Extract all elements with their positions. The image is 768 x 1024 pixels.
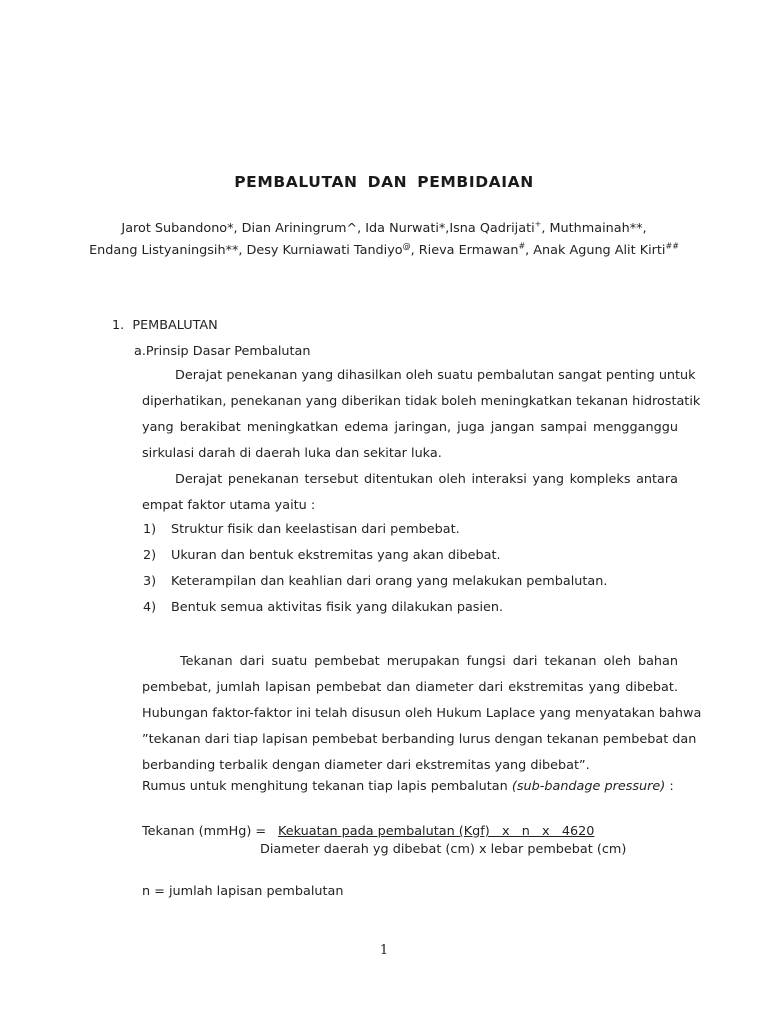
authors-text: , Rieva Ermawan	[410, 243, 519, 258]
paragraph-3-line-5: berbanding terbalik dengan diameter dari ekstremitas yang dibebat”.	[142, 758, 590, 773]
list-text: Bentuk semua aktivitas fisik yang dilakukan pasien.	[171, 600, 504, 615]
formula-intro	[142, 779, 674, 794]
list-item	[143, 548, 501, 563]
n-definition: n = jumlah lapisan pembalutan	[142, 884, 344, 899]
paragraph-2-line-2: empat faktor utama yaitu :	[142, 498, 316, 513]
paragraph-2-line-1: Derajat penekanan tersebut ditentukan oleh interaksi yang kompleks antara	[175, 472, 678, 487]
list-item	[143, 522, 460, 537]
list-text: Ukuran dan bentuk ekstremitas yang akan dibebat.	[171, 548, 501, 563]
paragraph-3-line-3: Hubungan faktor-faktor ini telah disusun oleh Hukum Laplace yang menyatakan bahwa	[142, 706, 702, 721]
author-list	[0, 218, 768, 262]
paragraph-1-line-1: Derajat penekanan yang dihasilkan oleh suatu pembalutan sangat penting untuk	[175, 368, 696, 383]
formula-denominator: Diameter daerah yg dibebat (cm) x lebar pembebat (cm)	[260, 842, 627, 857]
affiliation-mark: #	[518, 241, 526, 251]
authors-text: , Anak Agung Alit Kirti	[525, 243, 666, 258]
paragraph-1-line-4: sirkulasi darah di daerah luka dan sekitar luka.	[142, 446, 442, 461]
list-item	[143, 600, 503, 615]
paragraph-3-line-4: ”tekanan dari tiap lapisan pembebat berbanding lurus dengan tekanan pembebat dan	[142, 732, 697, 747]
paragraph-3-line-1: Tekanan dari suatu pembebat merupakan fungsi dari tekanan oleh bahan	[180, 654, 678, 669]
affiliation-mark: +	[534, 219, 542, 229]
paragraph-1-line-2: diperhatikan, penekanan yang diberikan tidak boleh meningkatkan tekanan hidrostatik	[142, 394, 701, 409]
section-heading	[112, 318, 218, 333]
paragraph-1-line-3: yang berakibat meningkatkan edema jaringan, juga jangan sampai mengganggu	[142, 420, 678, 435]
formula-intro-colon: :	[665, 779, 674, 794]
author-line-2	[0, 240, 768, 262]
list-number: 4)	[143, 600, 157, 615]
formula-numerator: Kekuatan pada pembalutan (Kgf) x n x 4620	[278, 824, 595, 839]
formula-lhs: Tekanan (mmHg) =	[142, 824, 267, 839]
page-number: 1	[379, 943, 389, 958]
authors-text: , Muthmainah**,	[541, 221, 647, 236]
affiliation-mark: @	[402, 241, 411, 251]
section-number: 1.	[112, 318, 125, 333]
list-number: 1)	[143, 522, 157, 537]
section-title: PEMBALUTAN	[132, 318, 218, 333]
paragraph-3-line-2: pembebat, jumlah lapisan pembebat dan diameter dari ekstremitas yang dibebat.	[142, 680, 678, 695]
authors-text: Endang Listyaningsih**, Desy Kurniawati Tandiyo	[89, 243, 403, 258]
formula-intro-text: Rumus untuk menghitung tekanan tiap lapis pembalutan	[142, 779, 512, 794]
list-number: 3)	[143, 574, 157, 589]
list-text: Keterampilan dan keahlian dari orang yang melakukan pembalutan.	[171, 574, 608, 589]
document-title: PEMBALUTAN DAN PEMBIDAIAN	[234, 173, 534, 191]
list-text: Struktur fisik dan keelastisan dari pembebat.	[171, 522, 460, 537]
list-item	[143, 574, 607, 589]
author-line-1	[0, 218, 768, 240]
formula-intro-term: (sub-bandage pressure)	[511, 779, 666, 794]
affiliation-mark: ##	[665, 241, 679, 251]
authors-text: Jarot Subandono*, Dian Ariningrum^, Ida Nurwati*,Isna Qadrijati	[121, 221, 535, 236]
list-number: 2)	[143, 548, 157, 563]
subsection-heading: a.Prinsip Dasar Pembalutan	[134, 344, 311, 359]
